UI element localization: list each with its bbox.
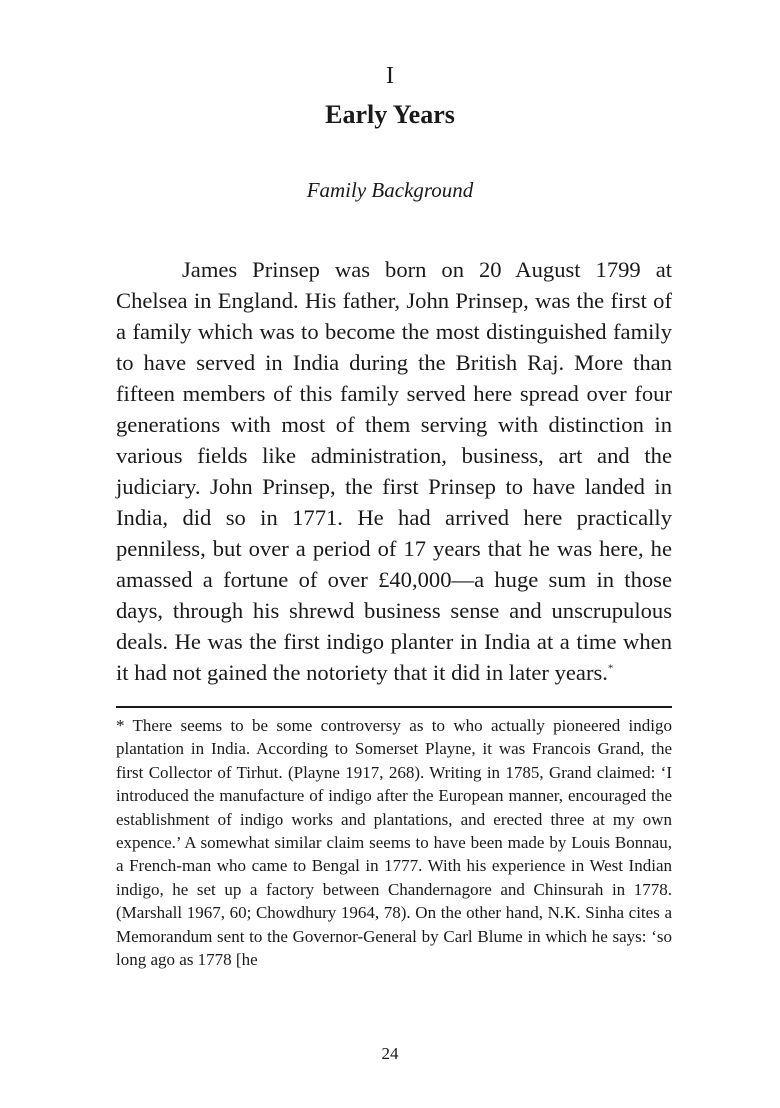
body-paragraph	[116, 254, 672, 688]
page-number: 24	[381, 1044, 399, 1063]
section-title: Family Background	[306, 178, 474, 202]
body-paragraph-text: James Prinsep was born on 20 August 1799 at Chelsea in England. His father, John Prinsep, was the first of a family which was to become the most distinguished family to have served in India during the British Raj. More than fifteen members of this family served here spread over four generations with most of them serving with distinction in various fields like administration, business, art and the judiciary. John Prinsep, the first Prinsep to have landed in India, did so in 1771. He had arrived here practically penniless, but over a period of 17 years that he was here, he amassed a fortune of over £40,000—a huge sum in those days, through his shrewd business sense and unscrupulous deals. He was the first indigo planter in India at a time when it had not gained the notoriety that it did in later years.	[116, 257, 672, 685]
chapter-number: I	[386, 63, 394, 89]
footnote-divider	[116, 706, 672, 708]
footnote-reference-marker: *	[607, 662, 614, 675]
footnote-text: * There seems to be some controversy as to who actually pioneered indigo plantation in India. According to Somerset Playne, it was Francois Grand, the first Collector of Tirhut. (Playne 1917, 268). Writing in 1785, Grand claimed: ‘I introduced the manufacture of indigo after the European manner, encouraged the establishment of indigo works and plantations, and erected three at my own expence.’ A somewhat similar claim seems to have been made by Louis Bonnau, a French-man who came to Bengal in 1777. With his experience in West Indian indigo, he set up a factory between Chandernagore and Chinsurah in 1778. (Marshall 1967, 60; Chowdhury 1964, 78). On the other hand, N.K. Sinha cites a Memorandum sent to the Governor-General by Carl Blume in which he says: ‘so long ago as 1778 [he	[116, 716, 672, 970]
chapter-title: Early Years	[325, 100, 455, 129]
